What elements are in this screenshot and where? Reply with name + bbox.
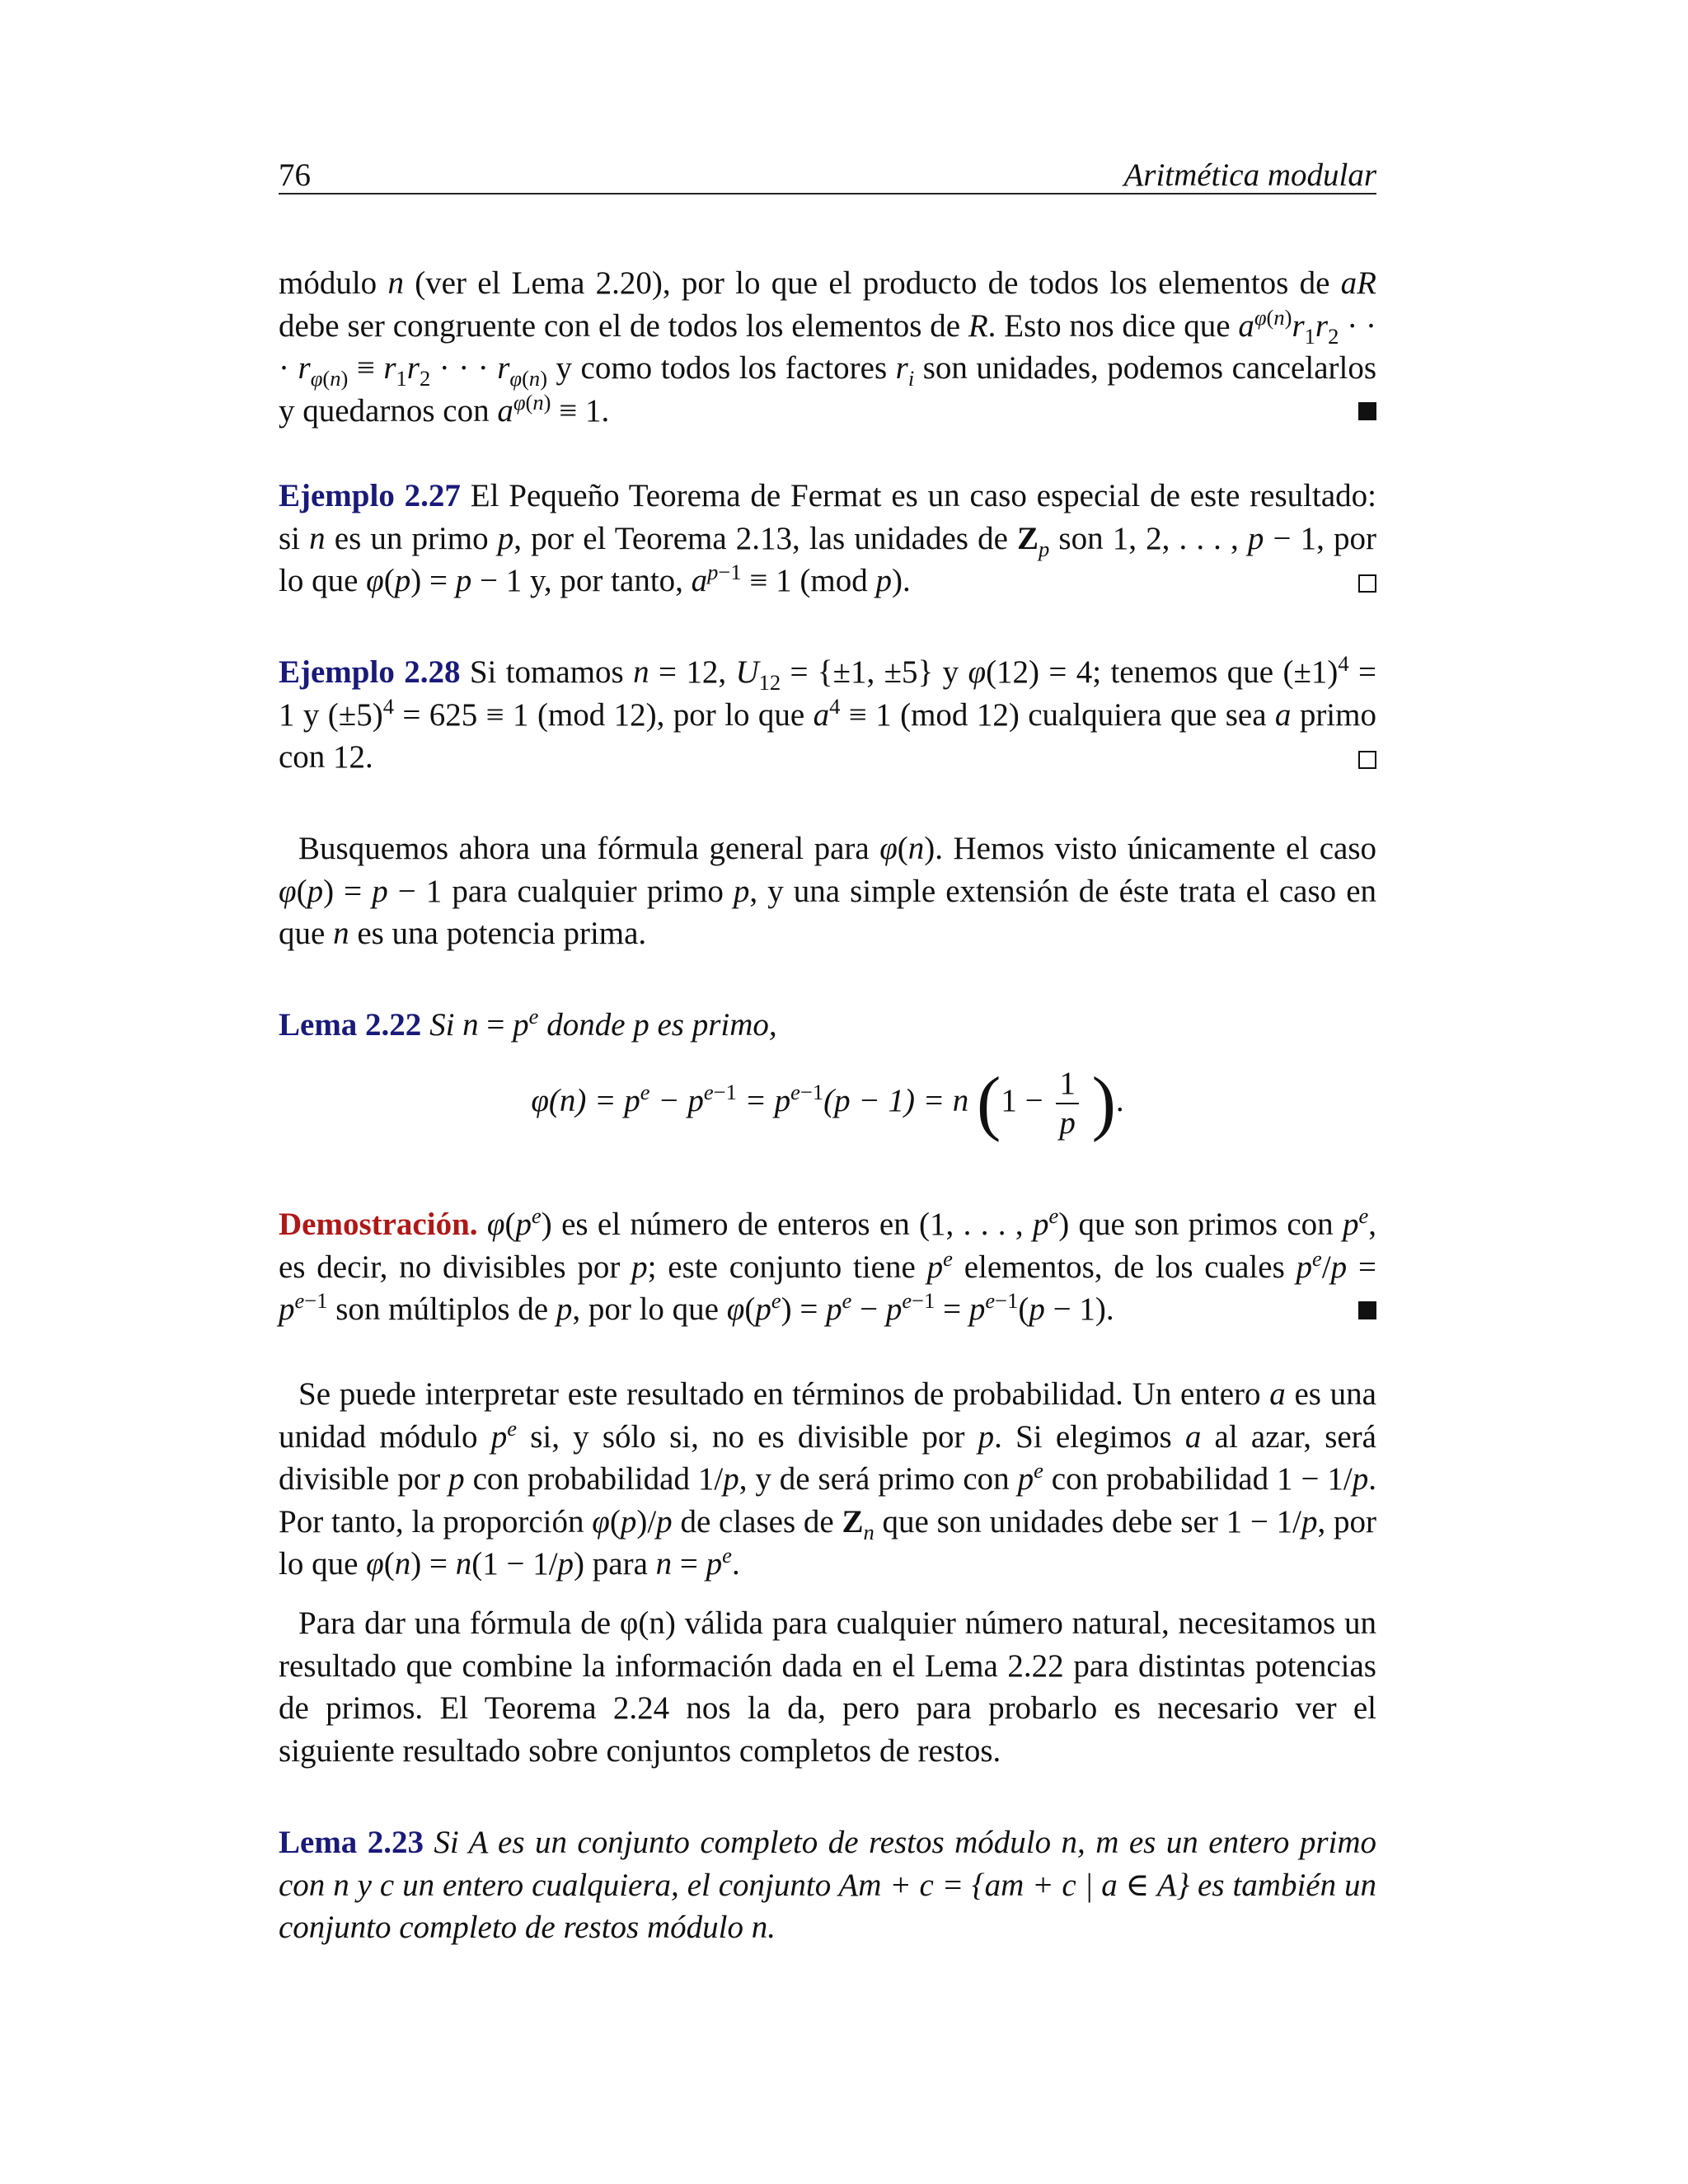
fraction-one-over-p: $\frac{1}{p}$: [1056, 1065, 1079, 1142]
paragraph-general-formula: Busquemos ahora una fórmula general para φ(n). Hemos visto únicamente el caso φ(p) = p − 1 para cualquier primo p, y una simple extensión de éste trata el caso en que n es una potencia prima.: [279, 831, 1377, 951]
running-title: Aritmética modular: [1123, 157, 1376, 193]
proof-lemma-2-22: Demostración. $\varphi(p^e)$ es el número de enteros en (1, . . . , $p^e$) que son primos con $p^e$, es decir, no divisibles por p; este conjunto tiene $p^e$ elementos, de los cuales $p^e/p = p^{e-1}$ son múltiplos de p, por lo que $\varphi(p^e) = p^e - p^{e-1} = p^{e-1}(p - 1)$.: [279, 1203, 1377, 1327]
lemma-2-23: Lema 2.23 Si A es un conjunto completo de restos módulo n, m es un entero primo con n y c un entero cualquiera, el conjunto Am + c = {am + c | a ∈ A} es también un conjunto completo de restos módulo n.: [279, 1825, 1376, 1945]
example-2-27: Ejemplo 2.27 El Pequeño Teorema de Fermat es un caso especial de este resultado: si n es un primo p, por el Teorema 2.13, las unidades de $Z_p$ son 1, 2, . . . , p − 1, por lo que φ(p) = p − 1 y, por tanto, $a^{p-1} \equiv 1$ (mod p).: [279, 478, 1377, 598]
example-heading: Ejemplo 2.27: [279, 478, 461, 513]
end-of-proof-mark: [1358, 402, 1376, 420]
lemma-2-22: Lema 2.22 Si $n = p^e$ donde p es primo,: [279, 1004, 777, 1043]
paragraph-probability: Se puede interpretar este resultado en términos de probabilidad. Un entero a es una unidad módulo $p^e$ si, y sólo si, no es divisible por p. Si elegimos a al azar, será divisible por p con probabilidad 1/p, y de será primo con $p^e$ con probabilidad 1 − 1/p. Por tanto, la proporción φ(p)/p de clases de $Z_n$ que son unidades debe ser 1 − 1/p, por lo que φ(n) = n(1 − 1/p) para $n = p^e$.: [279, 1376, 1376, 1582]
page-header: [279, 157, 1376, 194]
end-of-proof-mark: [1358, 1301, 1376, 1319]
proof-heading: Demostración.: [279, 1207, 478, 1242]
lemma-2-22-formula: $\varphi(n) = p^e - p^{e-1} = p^{e-1}(p - 1) = n$ (1 − $\frac{1}{p}$ ).: [531, 1063, 1124, 1143]
proof-continuation: módulo n (ver el Lema 2.20), por lo que el producto de todos los elementos de aR debe ser congruente con el de todos los elementos de R. Esto nos dice que $a^{\varphi(n)}r_1r_2$ · · · $r_{\varphi(n)} \equiv r_1r_2$ · · · $r_{\varphi(n)}$ y como todos los factores $r_i$ son unidades, podemos cancelarlos y quedarnos con $a^{\varphi(n)} \equiv 1$.: [279, 265, 1377, 429]
end-of-example-mark: [1358, 751, 1376, 769]
lemma-heading: Lema 2.22: [279, 1007, 422, 1043]
page-number: 76: [279, 157, 311, 193]
lemma-heading: Lema 2.23: [279, 1825, 424, 1860]
end-of-example-mark: [1358, 574, 1376, 593]
paragraph-next-result: Para dar una fórmula de φ(n) válida para cualquier número natural, necesitamos un resultado que combine la información dada en el Lema 2.22 para distintas potencias de primos. El Teorema 2.24 nos la da, pero para probarlo es necesario ver el siguiente resultado sobre conjuntos completos de restos.: [279, 1605, 1376, 1769]
example-heading: Ejemplo 2.28: [279, 654, 461, 690]
example-2-28: Ejemplo 2.28 Si tomamos n = 12, $U_{12} = \{\pm 1$, ±5} y φ(12) = 4; tenemos que $(\pm 1)^4 = 1$ y $(\pm 5)^4 = 625 \equiv 1$ (mod 12), por lo que $a^4 \equiv 1$ (mod 12) cualquiera que sea a primo con 12.: [279, 651, 1377, 775]
